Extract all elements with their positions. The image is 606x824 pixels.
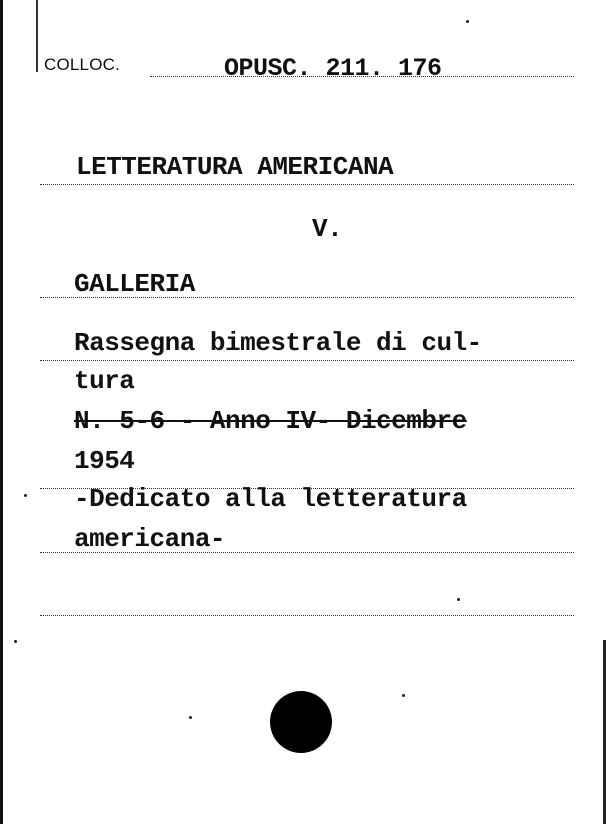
description-line-6: americana-: [74, 524, 226, 554]
description-dotted-line-1: [40, 360, 574, 361]
card-edge-mark: [36, 0, 38, 72]
blank-dotted-line: [40, 615, 574, 616]
speck: [189, 716, 192, 719]
series-dotted-line: [40, 297, 574, 298]
speck: [402, 694, 405, 697]
description-line-5: -Dedicato alla letteratura: [74, 484, 467, 514]
speck: [466, 20, 469, 23]
heading-dotted-line: [40, 184, 574, 185]
speck: [457, 598, 460, 601]
series-title: GALLERIA: [74, 269, 195, 299]
shelfmark: OPUSC. 211. 176: [224, 54, 442, 83]
description-dotted-line-3: [40, 552, 574, 553]
speck: [24, 494, 27, 497]
card-left-edge: [0, 0, 3, 824]
description-line-2: tura: [74, 366, 135, 396]
punch-hole: [270, 691, 332, 753]
heading: LETTERATURA AMERICANA: [76, 152, 394, 182]
description-line-3: N. 5-6 - Anno IV- Dicembre: [74, 406, 467, 436]
speck: [14, 640, 17, 643]
description-line-1: Rassegna bimestrale di cul-: [74, 328, 482, 358]
see-reference: V.: [312, 214, 343, 244]
colloc-label: COLLOC.: [44, 55, 121, 74]
description-line-4: 1954: [74, 446, 135, 476]
